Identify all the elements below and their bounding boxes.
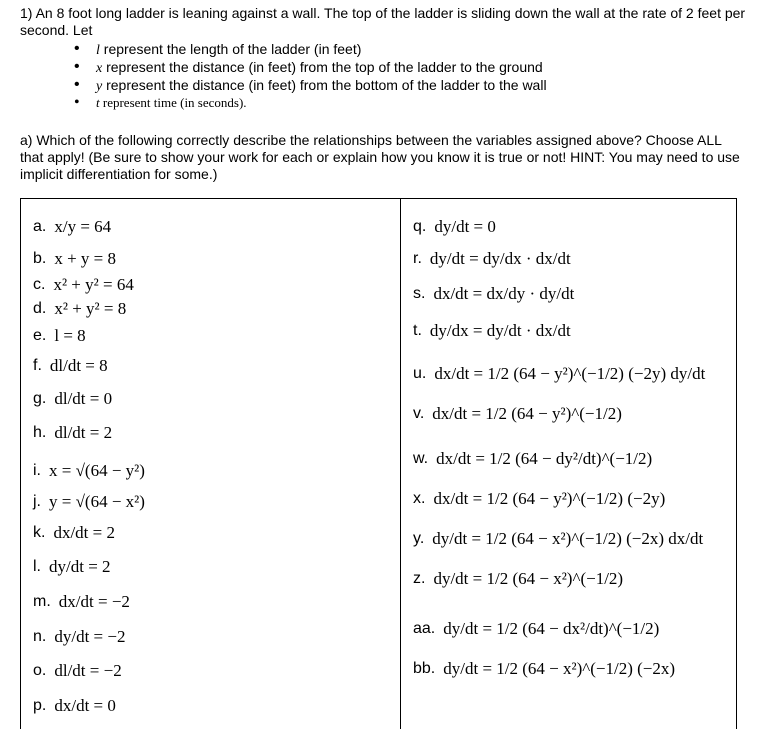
option-expression: dx/dt = 0 xyxy=(54,696,116,715)
left-option-j xyxy=(33,492,145,512)
option-label: j. xyxy=(33,493,41,510)
bullet-l: • l represent the length of the ladder (in feet) xyxy=(74,40,547,58)
bullet-x: • x represent the distance (in feet) from the top of the ladder to the ground xyxy=(74,58,547,76)
option-expression: dx/dt = 1/2 (64 − y²)^(−1/2) (−2y) xyxy=(433,489,666,508)
left-option-k xyxy=(33,523,115,543)
left-option-i xyxy=(33,461,145,481)
option-label: w. xyxy=(413,450,429,467)
option-label: t. xyxy=(413,322,422,339)
right-option-r xyxy=(413,249,571,269)
right-option-t xyxy=(413,321,571,341)
option-label: l. xyxy=(33,558,41,575)
option-label: r. xyxy=(413,250,422,267)
left-option-a xyxy=(33,217,111,237)
option-label: u. xyxy=(413,365,427,382)
option-label: b. xyxy=(33,250,47,267)
option-expression: dl/dt = 2 xyxy=(54,423,113,442)
option-expression: x² + y² = 64 xyxy=(53,275,134,294)
left-option-n xyxy=(33,627,125,647)
option-expression: dy/dt = 1/2 (64 − x²)^(−1/2) (−2x) xyxy=(443,659,676,678)
option-label: y. xyxy=(413,530,425,547)
left-option-c xyxy=(33,275,134,295)
option-label: g. xyxy=(33,390,47,407)
option-expression: dx/dt = 1/2 (64 − y²)^(−1/2) (−2y) dy/dt xyxy=(434,364,706,383)
option-expression: y = √(64 − x²) xyxy=(49,492,145,511)
option-expression: dy/dt = dy/dx · dx/dt xyxy=(429,249,571,268)
left-option-f xyxy=(33,356,108,376)
option-expression: dx/dt = 1/2 (64 − y²)^(−1/2) xyxy=(432,404,622,423)
option-label: z. xyxy=(413,570,426,587)
option-expression: dl/dt = −2 xyxy=(54,661,122,680)
column-divider xyxy=(400,199,401,729)
option-label: d. xyxy=(33,300,47,317)
option-expression: dy/dx = dy/dt · dx/dt xyxy=(429,321,571,340)
left-option-o xyxy=(33,661,122,681)
option-expression: l = 8 xyxy=(54,326,86,345)
left-option-m xyxy=(33,592,130,612)
left-option-h xyxy=(33,423,112,443)
option-expression: dy/dt = 1/2 (64 − x²)^(−1/2) (−2x) dx/dt xyxy=(432,529,704,548)
right-option-z xyxy=(413,569,623,589)
right-option-x xyxy=(413,489,665,509)
option-expression: dy/dt = 2 xyxy=(49,557,111,576)
option-expression: dl/dt = 0 xyxy=(54,389,113,408)
left-option-p xyxy=(33,696,116,716)
bullet-y: • y represent the distance (in feet) from the bottom of the ladder to the wall xyxy=(74,76,547,94)
option-label: bb. xyxy=(413,660,436,677)
part-a-question: a) Which of the following correctly describe the relationships between the variables assigned above? Choose ALL that apply! (Be sure to show your work for each or explain how you know it is true or not! HINT: You may need to use implicit differentiation for some.) xyxy=(20,132,740,182)
option-expression: dy/dt = 1/2 (64 − dx²/dt)^(−1/2) xyxy=(443,619,660,638)
right-option-y xyxy=(413,529,703,549)
option-label: k. xyxy=(33,524,46,541)
left-option-g xyxy=(33,389,112,409)
option-label: n. xyxy=(33,628,47,645)
option-expression: x² + y² = 8 xyxy=(54,299,127,318)
option-expression: x/y = 64 xyxy=(54,217,112,236)
left-option-b xyxy=(33,249,116,269)
right-option-q xyxy=(413,217,496,237)
problem-statement: 1) An 8 foot long ladder is leaning against a wall. The top of the ladder is sliding down the wall at the rate of 2 feet per second. Let xyxy=(20,5,746,38)
options-table xyxy=(20,198,737,729)
option-label: o. xyxy=(33,662,47,679)
option-label: e. xyxy=(33,327,47,344)
right-option-bb xyxy=(413,659,675,679)
option-expression: dl/dt = 8 xyxy=(49,356,108,375)
left-option-e xyxy=(33,326,86,346)
right-option-u xyxy=(413,364,705,384)
option-expression: dy/dt = 0 xyxy=(434,217,496,236)
option-label: h. xyxy=(33,424,47,441)
option-label: x. xyxy=(413,490,426,507)
right-option-v xyxy=(413,404,622,424)
option-label: q. xyxy=(413,218,427,235)
option-label: v. xyxy=(413,405,425,422)
option-label: s. xyxy=(413,285,426,302)
right-option-s xyxy=(413,284,574,304)
option-label: c. xyxy=(33,276,46,293)
option-label: a. xyxy=(33,218,47,235)
option-label: p. xyxy=(33,697,47,714)
option-label: i. xyxy=(33,462,41,479)
bullet-t: • t represent time (in seconds). xyxy=(74,94,547,112)
option-label: aa. xyxy=(413,620,436,637)
option-expression: dy/dt = 1/2 (64 − x²)^(−1/2) xyxy=(433,569,624,588)
left-option-l xyxy=(33,557,111,577)
left-option-d xyxy=(33,299,126,319)
right-option-aa xyxy=(413,619,659,639)
variable-definitions xyxy=(74,40,547,112)
option-expression: dx/dt = −2 xyxy=(58,592,130,611)
option-expression: dx/dt = dx/dy · dy/dt xyxy=(433,284,575,303)
right-option-w xyxy=(413,449,652,469)
option-label: m. xyxy=(33,593,51,610)
option-label: f. xyxy=(33,357,42,374)
option-expression: dx/dt = 2 xyxy=(53,523,115,542)
option-expression: x + y = 8 xyxy=(54,249,117,268)
option-expression: dx/dt = 1/2 (64 − dy²/dt)^(−1/2) xyxy=(436,449,653,468)
option-expression: x = √(64 − y²) xyxy=(49,461,145,480)
option-expression: dy/dt = −2 xyxy=(54,627,126,646)
